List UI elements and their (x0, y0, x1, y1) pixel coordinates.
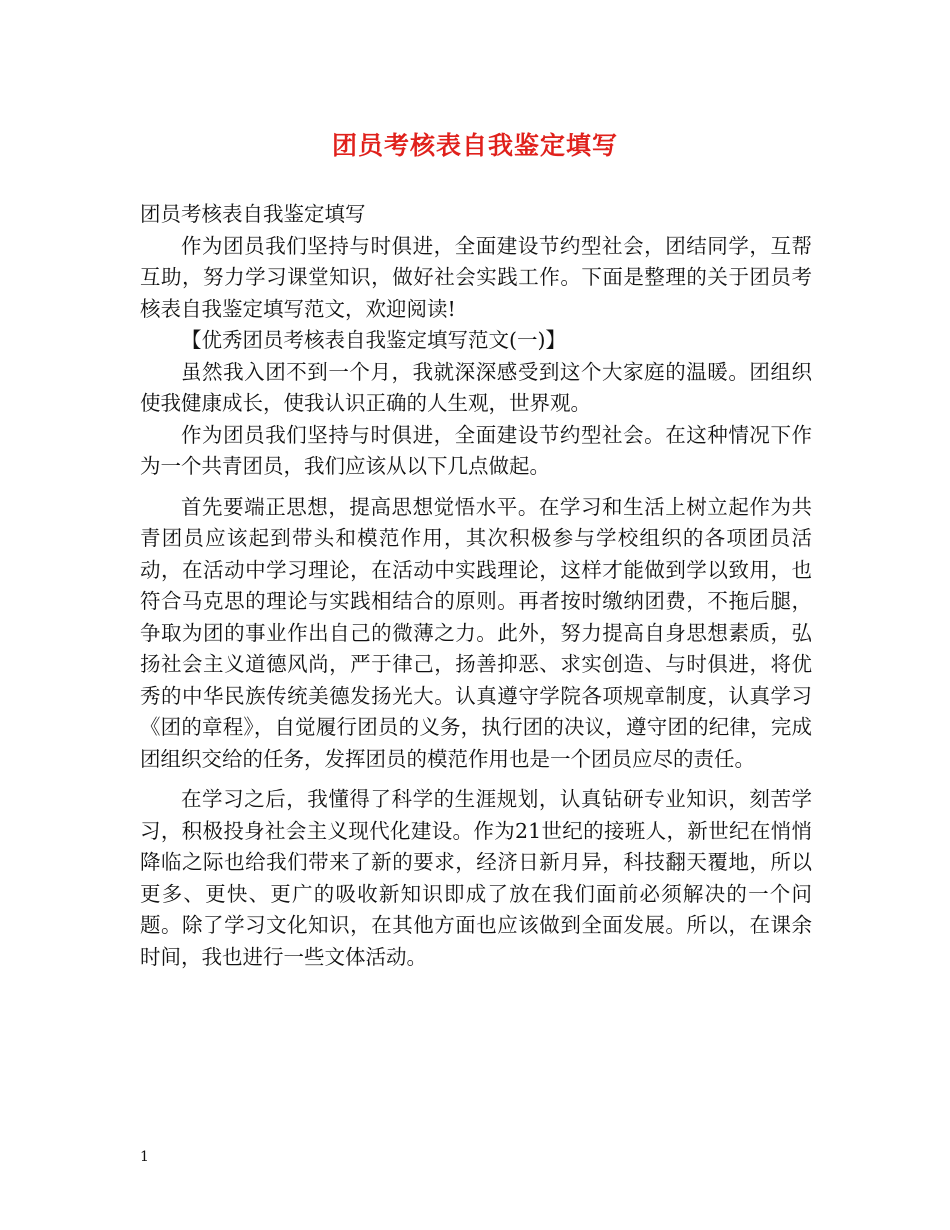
section-heading: 【优秀团员考核表自我鉴定填写范文(一)】 (181, 328, 566, 352)
body-paragraph-3: 首先要端正思想，提高思想觉悟水平。在学习和生活上树立起作为共青团员应该起到带头和模范作用，其次积极参与学校组织的各项团员活动，在活动中学习理论，在活动中实践理论，这样才能做到学以致用，也符合马克思的理论与实践相结合的原则。再者按时缴纳团费，不拖后腿，争取为团的事业作出自己的微薄之力。此外，努力提高自身思想素质，弘扬社会主义道德风尚，严于律己，扬善抑恶、求实创造、与时俱进，将优秀的中华民族传统美德发扬光大。认真遵守学院各项规章制度，认真学习《团的章程》，自觉履行团员的义务，执行团的决议，遵守团的纪律，完成团组织交给的任务，发挥团员的模范作用也是一个团员应尽的责任。 (140, 494, 812, 771)
subtitle-line: 团员考核表自我鉴定填写 (140, 202, 366, 226)
intro-paragraph: 作为团员我们坚持与时俱进，全面建设节约型社会，团结同学，互帮互助，努力学习课堂知识，做好社会实践工作。下面是整理的关于团员考核表自我鉴定填写范文，欢迎阅读! (140, 233, 812, 321)
body-paragraph-2: 作为团员我们坚持与时俱进，全面建设节约型社会。在这种情况下作为一个共青团员，我们应该从以下几点做起。 (140, 422, 812, 478)
document-body (140, 199, 812, 973)
page-number: 1 (140, 1149, 149, 1165)
document-title: 团员考核表自我鉴定填写 (331, 131, 618, 160)
body-paragraph-4: 在学习之后，我懂得了科学的生涯规划，认真钻研专业知识，刻苦学习，积极投身社会主义现代化建设。作为21世纪的接班人，新世纪在悄悄降临之际也给我们带来了新的要求，经济日新月异，科技翻天覆地，所以更多、更快、更广的吸收新知识即成了放在我们面前必须解决的一个问题。除了学习文化知识，在其他方面也应该做到全面发展。所以，在课余时间，我也进行一些文体活动。 (140, 787, 812, 969)
body-paragraph-1: 虽然我入团不到一个月，我就深深感受到这个大家庭的温暖。团组织使我健康成长，使我认识正确的人生观，世界观。 (140, 359, 812, 415)
